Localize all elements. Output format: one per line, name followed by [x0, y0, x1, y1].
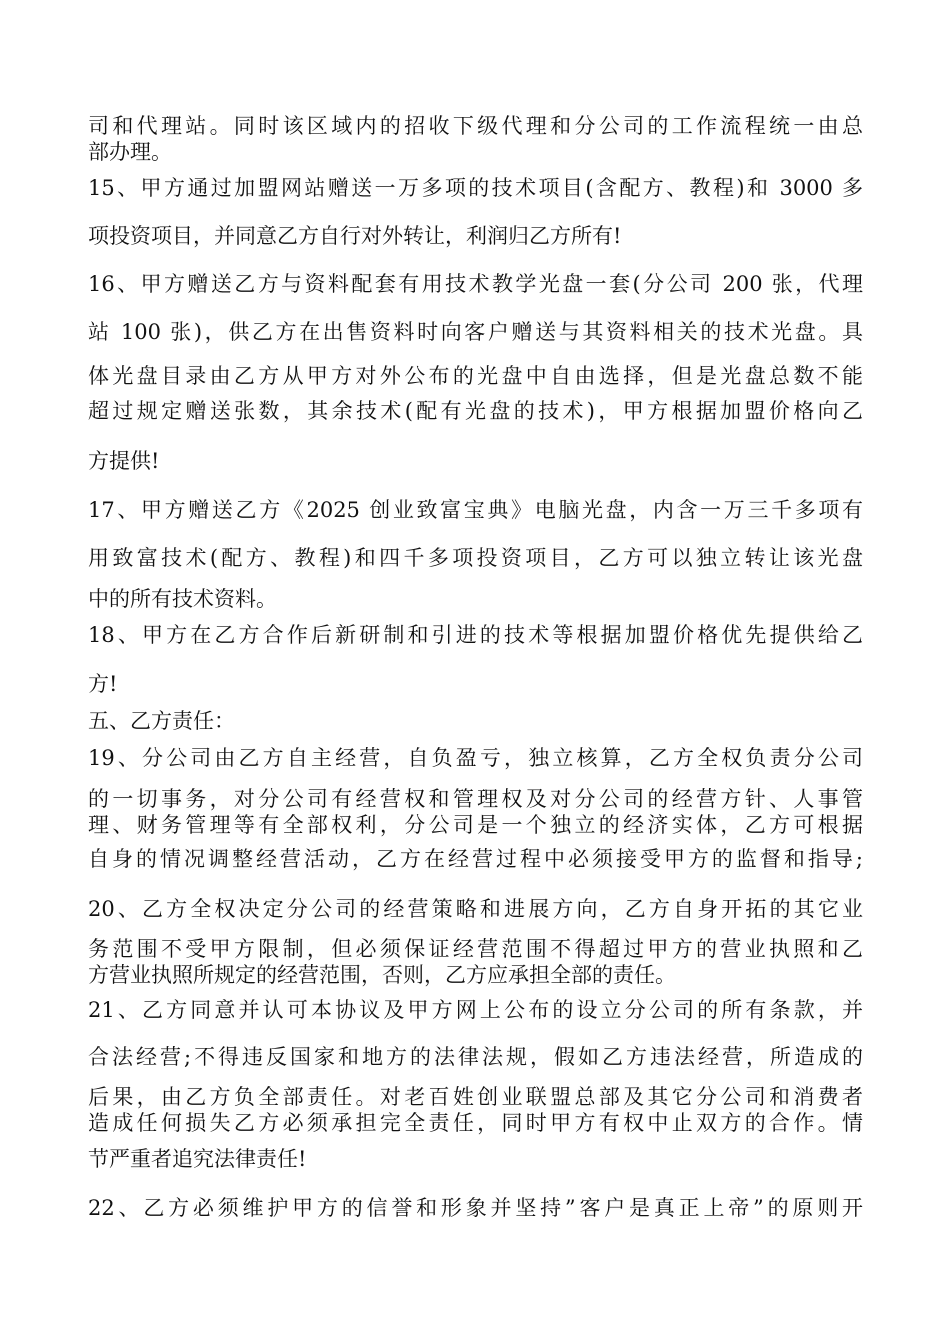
text-line: 18、甲方在乙方合作后新研制和引进的技术等根据加盟价格优先提供给乙 — [88, 623, 863, 647]
text-line: 用致富技术(配方、教程)和四千多项投资项目，乙方可以独立转让该光盘 — [88, 546, 863, 570]
text-line: 项投资项目，并同意乙方自行对外转让，利润归乙方所有! — [88, 224, 622, 248]
text-line: 部办理。 — [88, 140, 172, 164]
text-line: 16、甲方赠送乙方与资料配套有用技术教学光盘一套(分公司 200 张，代理 — [88, 272, 863, 296]
text-line: 超过规定赠送张数，其余技术(配有光盘的技术)，甲方根据加盟价格向乙 — [88, 399, 863, 423]
text-line: 19、分公司由乙方自主经营，自负盈亏，独立核算，乙方全权负责分公司 — [88, 746, 863, 770]
text-line: 自身的情况调整经营活动，乙方在经营过程中必须接受甲方的监督和指导; — [88, 847, 863, 871]
text-line: 司和代理站。同时该区域内的招收下级代理和分公司的工作流程统一由总 — [88, 114, 863, 138]
section-heading: 五、乙方责任： — [88, 709, 235, 733]
text-line: 合法经营;不得违反国家和地方的法律法规，假如乙方违法经营，所造成的 — [88, 1045, 863, 1069]
text-line: 方提供! — [88, 449, 160, 473]
text-line: 的一切事务，对分公司有经营权和管理权及对分公司的经营方针、人事管 — [88, 787, 863, 811]
text-line: 站 100 张)，供乙方在出售资料时向客户赠送与其资料相关的技术光盘。具 — [88, 320, 863, 344]
text-line: 15、甲方通过加盟网站赠送一万多项的技术项目(含配方、教程)和 3000 多 — [88, 176, 863, 200]
text-line: 节严重者追究法律责任! — [88, 1147, 307, 1171]
text-line: 方营业执照所规定的经营范围，否则，乙方应承担全部的责任。 — [88, 963, 676, 987]
text-line: 后果，由乙方负全部责任。对老百姓创业联盟总部及其它分公司和消费者 — [88, 1085, 863, 1109]
text-line: 中的所有技术资料。 — [88, 587, 277, 611]
text-line: 21、乙方同意并认可本协议及甲方网上公布的设立分公司的所有条款，并 — [88, 998, 863, 1022]
text-line: 造成任何损失乙方必须承担完全责任，同时甲方有权中止双方的合作。情 — [88, 1111, 863, 1135]
text-line: 方! — [88, 672, 118, 696]
text-line: 务范围不受甲方限制，但必须保证经营范围不得超过甲方的营业执照和乙 — [88, 937, 863, 961]
text-line: 体光盘目录由乙方从甲方对外公布的光盘中自由选择，但是光盘总数不能 — [88, 364, 863, 388]
text-line: 理、财务管理等有全部权利，分公司是一个独立的经济实体，乙方可根据 — [88, 813, 863, 837]
text-line: 17、甲方赠送乙方《2025 创业致富宝典》电脑光盘，内含一万三千多项有 — [88, 498, 863, 522]
text-line: 22、乙方必须维护甲方的信誉和形象并坚持”客户是真正上帝”的原则开 — [88, 1196, 863, 1220]
text-line: 20、乙方全权决定分公司的经营策略和进展方向，乙方自身开拓的其它业 — [88, 897, 863, 921]
